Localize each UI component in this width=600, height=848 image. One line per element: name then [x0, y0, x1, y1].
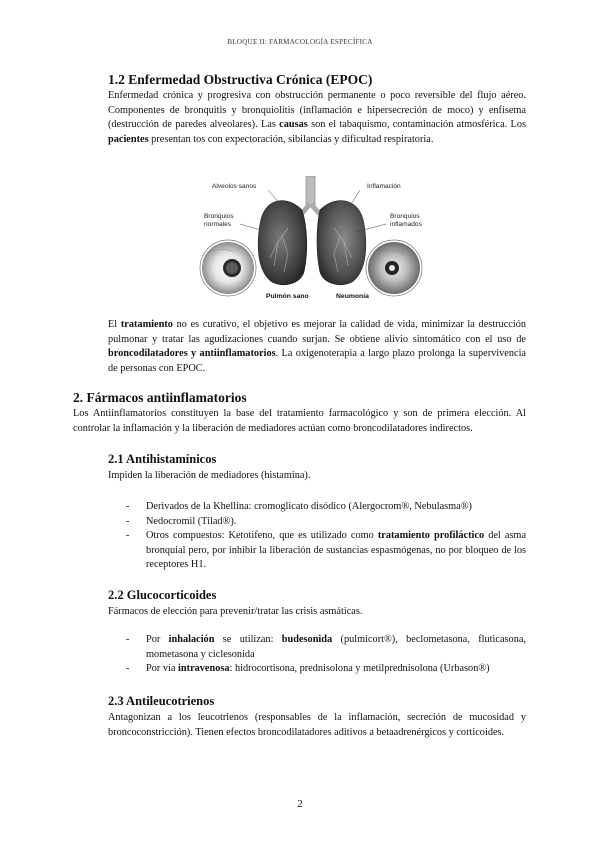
- epoc-intro-paragraph: Enfermedad crónica y progresiva con obstrucción permanente o poco reversible del flujo aéreo. Componentes de bronquitis y bronquiolitis (inflamación e hipersecreción de moco) y enfisema (destrucción de paredes alveolares). Las causas son el tabaquismo, contaminación atmosférica. Los pacientes presentan tos con expectoración, sibilancias y dificultad respiratoria.: [108, 90, 526, 145]
- bold-term: pacientes: [108, 133, 149, 145]
- section-title-antiinflamatorios: 2. Fármacos antiinflamatorios: [73, 390, 247, 405]
- lungs-diagram: [190, 176, 430, 302]
- label-bronquios-normales-2: normales: [204, 221, 232, 228]
- list-item: - Otros compuestos: Ketotifeno, que es utilizado como tratamiento profiláctico del asma bronquial pero, por inhibir la liberación de sustancias espasmógenas, no por bloqueo de los receptores H1.: [126, 529, 526, 573]
- antiinflamatorios-paragraph: Los Antiinflamatorios constituyen la base del tratamiento farmacológico y son de primera elección. Al controlar la inflamación y la liberación de mediadores actúan como broncodilatadores indirectos.: [73, 408, 526, 434]
- bold-term: tratamiento profiláctico: [377, 530, 485, 542]
- epoc-treatment-paragraph: El tratamiento no es curativo, el objetivo es mejorar la calidad de vida, minimizar la destrucción pulmonar y tratar las agudizaciones cuando surjan. Se obtiene alivio sintomático con el uso de broncodilatadores y antiinflamatorios. La oxigenoterapia a largo plazo prolonga la supervivencia de personas con EPOC.: [108, 319, 527, 374]
- bold-term: budesonida: [281, 634, 333, 645]
- lungs-illustration: [190, 176, 430, 302]
- section-title-glucocorticoides: 2.2 Glucocorticoides: [108, 588, 217, 602]
- label-bronquios-normales-1: Bronquios: [204, 213, 234, 220]
- running-head: BLOQUE II: FARMACOLOGÍA ESPECÍFICA: [227, 38, 373, 46]
- antihistaminicos-list: [126, 500, 526, 573]
- inflamed-bronchus-section: [366, 240, 422, 296]
- glucocorticoides-paragraph: Fármacos de elección para prevenir/tratar las crisis asmáticas.: [108, 606, 363, 617]
- normal-bronchus-section: [200, 240, 256, 296]
- bold-term: inhalación: [168, 634, 215, 645]
- bold-term: broncodilatadores y antiinflamatorios: [108, 348, 276, 360]
- antileucotrienos-paragraph: Antagonizan a los leucotrienos (responsables de la inflamación, secreción de mucosidad y broncoconstricción). Tienen efectos broncodilatadores aditivos a betaadrenérgicos y corticoides.: [108, 712, 526, 738]
- label-pulmon-sano: Pulmón sano: [266, 293, 309, 300]
- label-inflamacion: Inflamación: [367, 183, 401, 190]
- section-title-epoc: 1.2 Enfermedad Obstructiva Crónica (EPOC): [108, 72, 373, 87]
- antihistaminicos-paragraph: Impiden la liberación de mediadores (histamina).: [108, 470, 311, 481]
- bold-term: causas: [279, 119, 308, 131]
- glucocorticoides-list: [126, 633, 526, 677]
- list-item: - Por inhalación se utilizan: budesonida (pulmicort®), beclometasona, fluticasona, mometasona y ciclesonida: [126, 633, 526, 662]
- section-title-antihistaminicos: 2.1 Antihistamínicos: [108, 452, 217, 466]
- bold-term: intravenosa: [178, 663, 230, 675]
- label-alveolos-sanos: Alveolos sanos: [212, 183, 257, 190]
- page-number: 2: [297, 798, 303, 810]
- section-title-antileucotrienos: 2.3 Antileucotrienos: [108, 694, 215, 708]
- right-lung-shape: [317, 201, 366, 285]
- label-neumonia: Neumonía: [336, 293, 369, 300]
- label-bronquios-inflamados-1: Bronquios: [390, 213, 420, 220]
- label-bronquios-inflamados-2: inflamados: [390, 221, 422, 228]
- left-lung-shape: [258, 201, 307, 285]
- bold-term: tratamiento: [120, 319, 173, 330]
- list-item: - Por vía intravenosa: hidrocortisona, prednisolona y metilprednisolona (Urbason®): [126, 662, 526, 677]
- list-item: - Derivados de la Khellina: cromoglicato disódico (Alergocrom®, Nebulasma®): [126, 500, 526, 515]
- list-item: - Nedocromil (Tilad®).: [126, 515, 526, 530]
- trachea-shape: [306, 176, 315, 206]
